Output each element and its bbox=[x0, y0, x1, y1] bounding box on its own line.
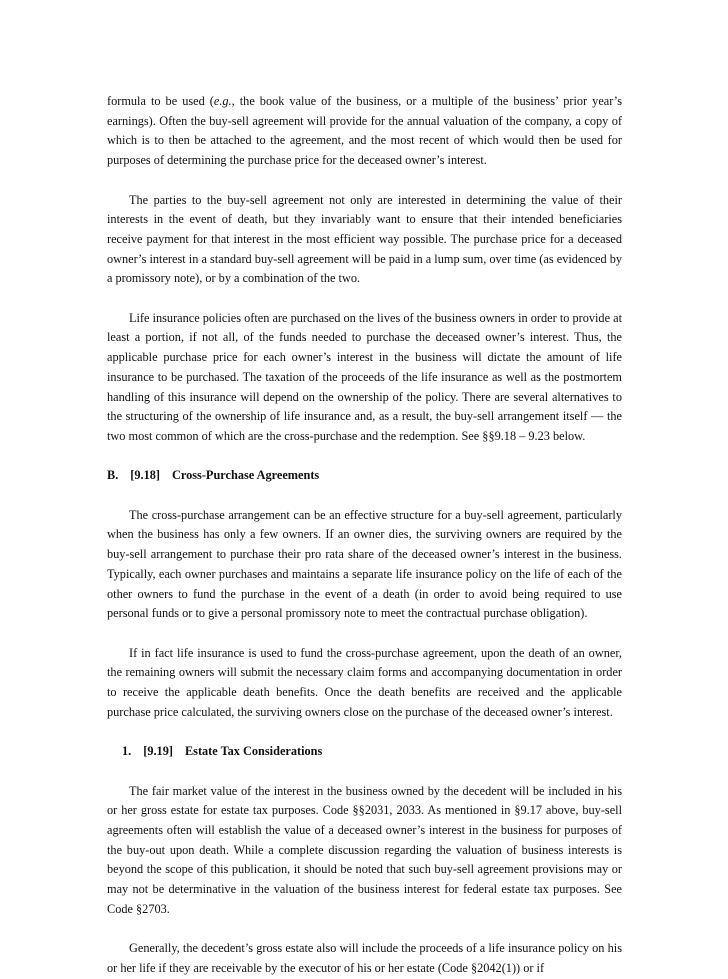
document-page bbox=[107, 92, 622, 979]
paragraph-gross-estate-proceeds: Generally, the decedent’s gross estate also will include the proceeds of a life insurance policy on his or her life if they are receivable by the executor of his or her estate (Code §2042(1)) or if bbox=[107, 941, 622, 975]
section-number: [9.18] bbox=[130, 468, 160, 483]
paragraph-fair-market-value: The fair market value of the interest in the business owned by the decedent will be included in his or her gross estate for estate tax purposes. Code §§2031, 2033. As mentioned in §9.17 above, buy-sell agreements often will establish the value of a deceased owner’s interest in the business for purposes of the buy-out upon death. While a complete discussion regarding the valuation of business interests is beyond the scope of this publication, it should be noted that such buy-sell agreement provisions may or may not be determinative in the valuation of the business interest for federal estate tax purposes. See Code §2703. bbox=[107, 783, 622, 916]
eg-abbreviation: e.g. bbox=[213, 94, 232, 108]
paragraph-parties-interest: The parties to the buy-sell agreement not only are interested in determining the value of their interests in the event of death, but they invariably want to ensure that their intended beneficiaries receive payment for that interest in the most efficient way possible. The purchase price for a deceased owner’s interest in a standard buy-sell agreement will be paid in a lump sum, over time (as evidenced by a promissory note), or by a combination of the two. bbox=[107, 192, 622, 286]
section-title: Cross-Purchase Agreements bbox=[172, 468, 320, 483]
section-heading-cross-purchase bbox=[107, 466, 622, 486]
paragraph-life-insurance-policies: Life insurance policies often are purchased on the lives of the business owners in order to provide at least a portion, if not all, of the funds needed to purchase the deceased owner’s interest. Thus, the applicable purchase price for each owner’s interest in the business will dictate the amount of life insurance to be purchased. The taxation of the proceeds of the life insurance as well as the postmortem handling of this insurance will depend on the ownership of the policy. There are several alternatives to the structuring of the ownership of life insurance and, as a result, the buy-sell arrangement itself — the two most common of which are the cross-purchase and the redemption. See §§9.18 – 9.23 below. bbox=[107, 310, 622, 443]
subsection-heading-estate-tax bbox=[107, 742, 622, 762]
paragraph-cross-purchase-arrangement: The cross-purchase arrangement can be an effective structure for a buy-sell agreement, particularly when the business has only a few owners. If an owner dies, the surviving owners are required by the buy-sell arrangement to purchase their pro rata share of the deceased owner’s interest in the business. Typically, each owner purchases and maintains a separate life insurance policy on the life of each of the other owners to fund the purchase in the event of a death (in order to avoid being required to use personal funds or to give a personal promissory note to meet the contractual purchase obligation). bbox=[107, 507, 622, 621]
subsection-title: Estate Tax Considerations bbox=[184, 744, 323, 759]
paragraph-valuation-formula-lead: formula to be used ( bbox=[107, 94, 214, 108]
section-heading-label: B. bbox=[107, 468, 119, 483]
subsection-heading-label: 1. bbox=[122, 744, 132, 759]
paragraph-life-insurance-funding: If in fact life insurance is used to fund the cross-purchase agreement, upon the death of an owner, the remaining owners will submit the necessary claim forms and accompanying documentation in order to receive the applicable death benefits. Once the death benefits are received and the applicable purchase price calculated, the surviving owners close on the purchase of the deceased owner’s interest. bbox=[107, 645, 622, 719]
subsection-number: [9.19] bbox=[143, 744, 173, 759]
paragraph-valuation-formula bbox=[107, 92, 622, 171]
paragraph-valuation-formula-rest: , the book value of the business, or a multiple of the business’ prior year’s earnings). Often the buy-sell agreement will provide for the annual valuation of the company, a copy of which is to then be attached to the agreement, and the most recent of which would then be used for purposes of determining the purchase price for the deceased owner’s interest. bbox=[107, 94, 622, 168]
